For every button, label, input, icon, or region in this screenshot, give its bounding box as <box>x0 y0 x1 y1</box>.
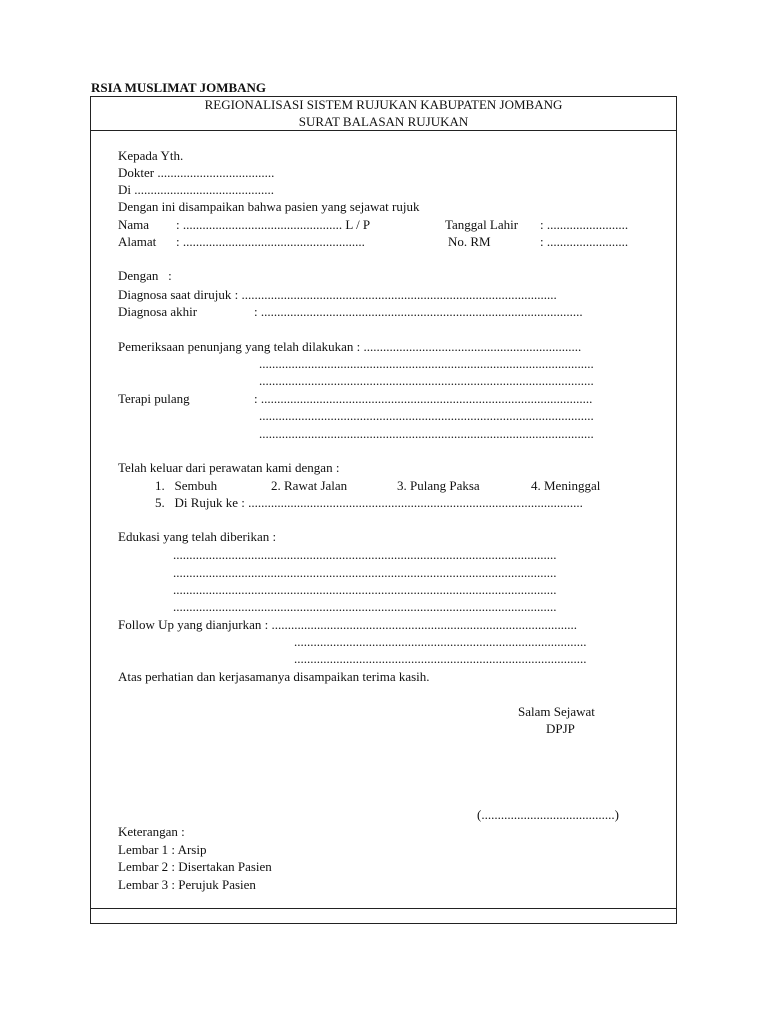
option-dirujuk-field[interactable]: 5. Di Rujuk ke : ....................................................................................................... <box>155 495 583 510</box>
edukasi-line-1[interactable]: ...................................................................................................................... <box>173 547 557 562</box>
keterangan-label: Keterangan : <box>118 824 185 839</box>
pemeriksaan-line-2[interactable]: ....................................................................................................... <box>259 356 594 371</box>
nama-field[interactable]: : ................................................. L / P <box>176 217 371 232</box>
signature-name-field[interactable]: (.........................................) <box>477 807 619 822</box>
form-title-letter: SURAT BALASAN RUJUKAN <box>298 114 469 129</box>
tanggal-lahir-field[interactable]: : ......................... <box>540 217 629 232</box>
lembar-1: Lembar 1 : Arsip <box>118 842 207 857</box>
diagnosa-akhir-field[interactable]: : ................................................................................................... <box>254 304 583 319</box>
hospital-name: RSIA MUSLIMAT JOMBANG <box>91 80 267 95</box>
follow-up-field[interactable]: Follow Up yang dianjurkan : .............................................................................................. <box>118 617 577 632</box>
nama-label: Nama <box>118 217 150 232</box>
terapi-pulang-label: Terapi pulang <box>118 391 190 406</box>
terapi-line-2[interactable]: ....................................................................................................... <box>259 408 594 423</box>
terapi-pulang-field[interactable]: : ...................................................................................................... <box>254 391 593 406</box>
follow-up-line-3[interactable]: .......................................................................................... <box>294 651 587 666</box>
title-divider <box>90 130 677 131</box>
dengan-label: Dengan : <box>118 268 172 283</box>
alamat-field[interactable]: : ........................................................ <box>176 234 365 249</box>
tanggal-lahir-label: Tanggal Lahir <box>445 217 519 232</box>
pemeriksaan-line-3[interactable]: ....................................................................................................... <box>259 373 594 388</box>
no-rm-label: No. RM <box>448 234 491 249</box>
terapi-line-3[interactable]: ....................................................................................................... <box>259 426 594 441</box>
pemeriksaan-penunjang-field[interactable]: Pemeriksaan penunjang yang telah dilakukan : ................................................................... <box>118 339 582 354</box>
diagnosa-akhir-label: Diagnosa akhir <box>118 304 198 319</box>
salam-sejawat: Salam Sejawat <box>518 704 595 719</box>
kepada-line: Kepada Yth. <box>118 148 184 163</box>
option-meninggal[interactable]: 4. Meninggal <box>531 478 601 493</box>
di-line: Di ........................................... <box>118 182 274 197</box>
alamat-label: Alamat <box>118 234 157 249</box>
option-sembuh[interactable]: 1. Sembuh <box>155 478 218 493</box>
no-rm-field[interactable]: : ......................... <box>540 234 629 249</box>
lembar-2: Lembar 2 : Disertakan Pasien <box>118 859 272 874</box>
edukasi-line-2[interactable]: ...................................................................................................................... <box>173 565 557 580</box>
dokter-line: Dokter .................................... <box>118 165 275 180</box>
edukasi-line-3[interactable]: ...................................................................................................................... <box>173 582 557 597</box>
edukasi-line-4[interactable]: ...................................................................................................................... <box>173 599 557 614</box>
diagnosa-saat-dirujuk-field[interactable]: Diagnosa saat dirujuk : ................................................................................................. <box>118 287 557 302</box>
intro-text: Dengan ini disampaikan bahwa pasien yang sejawat rujuk <box>118 199 420 214</box>
follow-up-line-2[interactable]: .......................................................................................... <box>294 634 587 649</box>
footer-divider <box>90 908 677 909</box>
closing-text: Atas perhatian dan kerjasamanya disampaikan terima kasih. <box>118 669 430 684</box>
form-title-region: REGIONALISASI SISTEM RUJUKAN KABUPATEN JOMBANG <box>204 97 563 112</box>
dpjp-label: DPJP <box>546 721 575 736</box>
edukasi-label: Edukasi yang telah diberikan : <box>118 529 277 544</box>
option-rawat-jalan[interactable]: 2. Rawat Jalan <box>271 478 348 493</box>
keluar-perawatan-label: Telah keluar dari perawatan kami dengan : <box>118 460 340 475</box>
lembar-3: Lembar 3 : Perujuk Pasien <box>118 877 256 892</box>
option-pulang-paksa[interactable]: 3. Pulang Paksa <box>397 478 480 493</box>
